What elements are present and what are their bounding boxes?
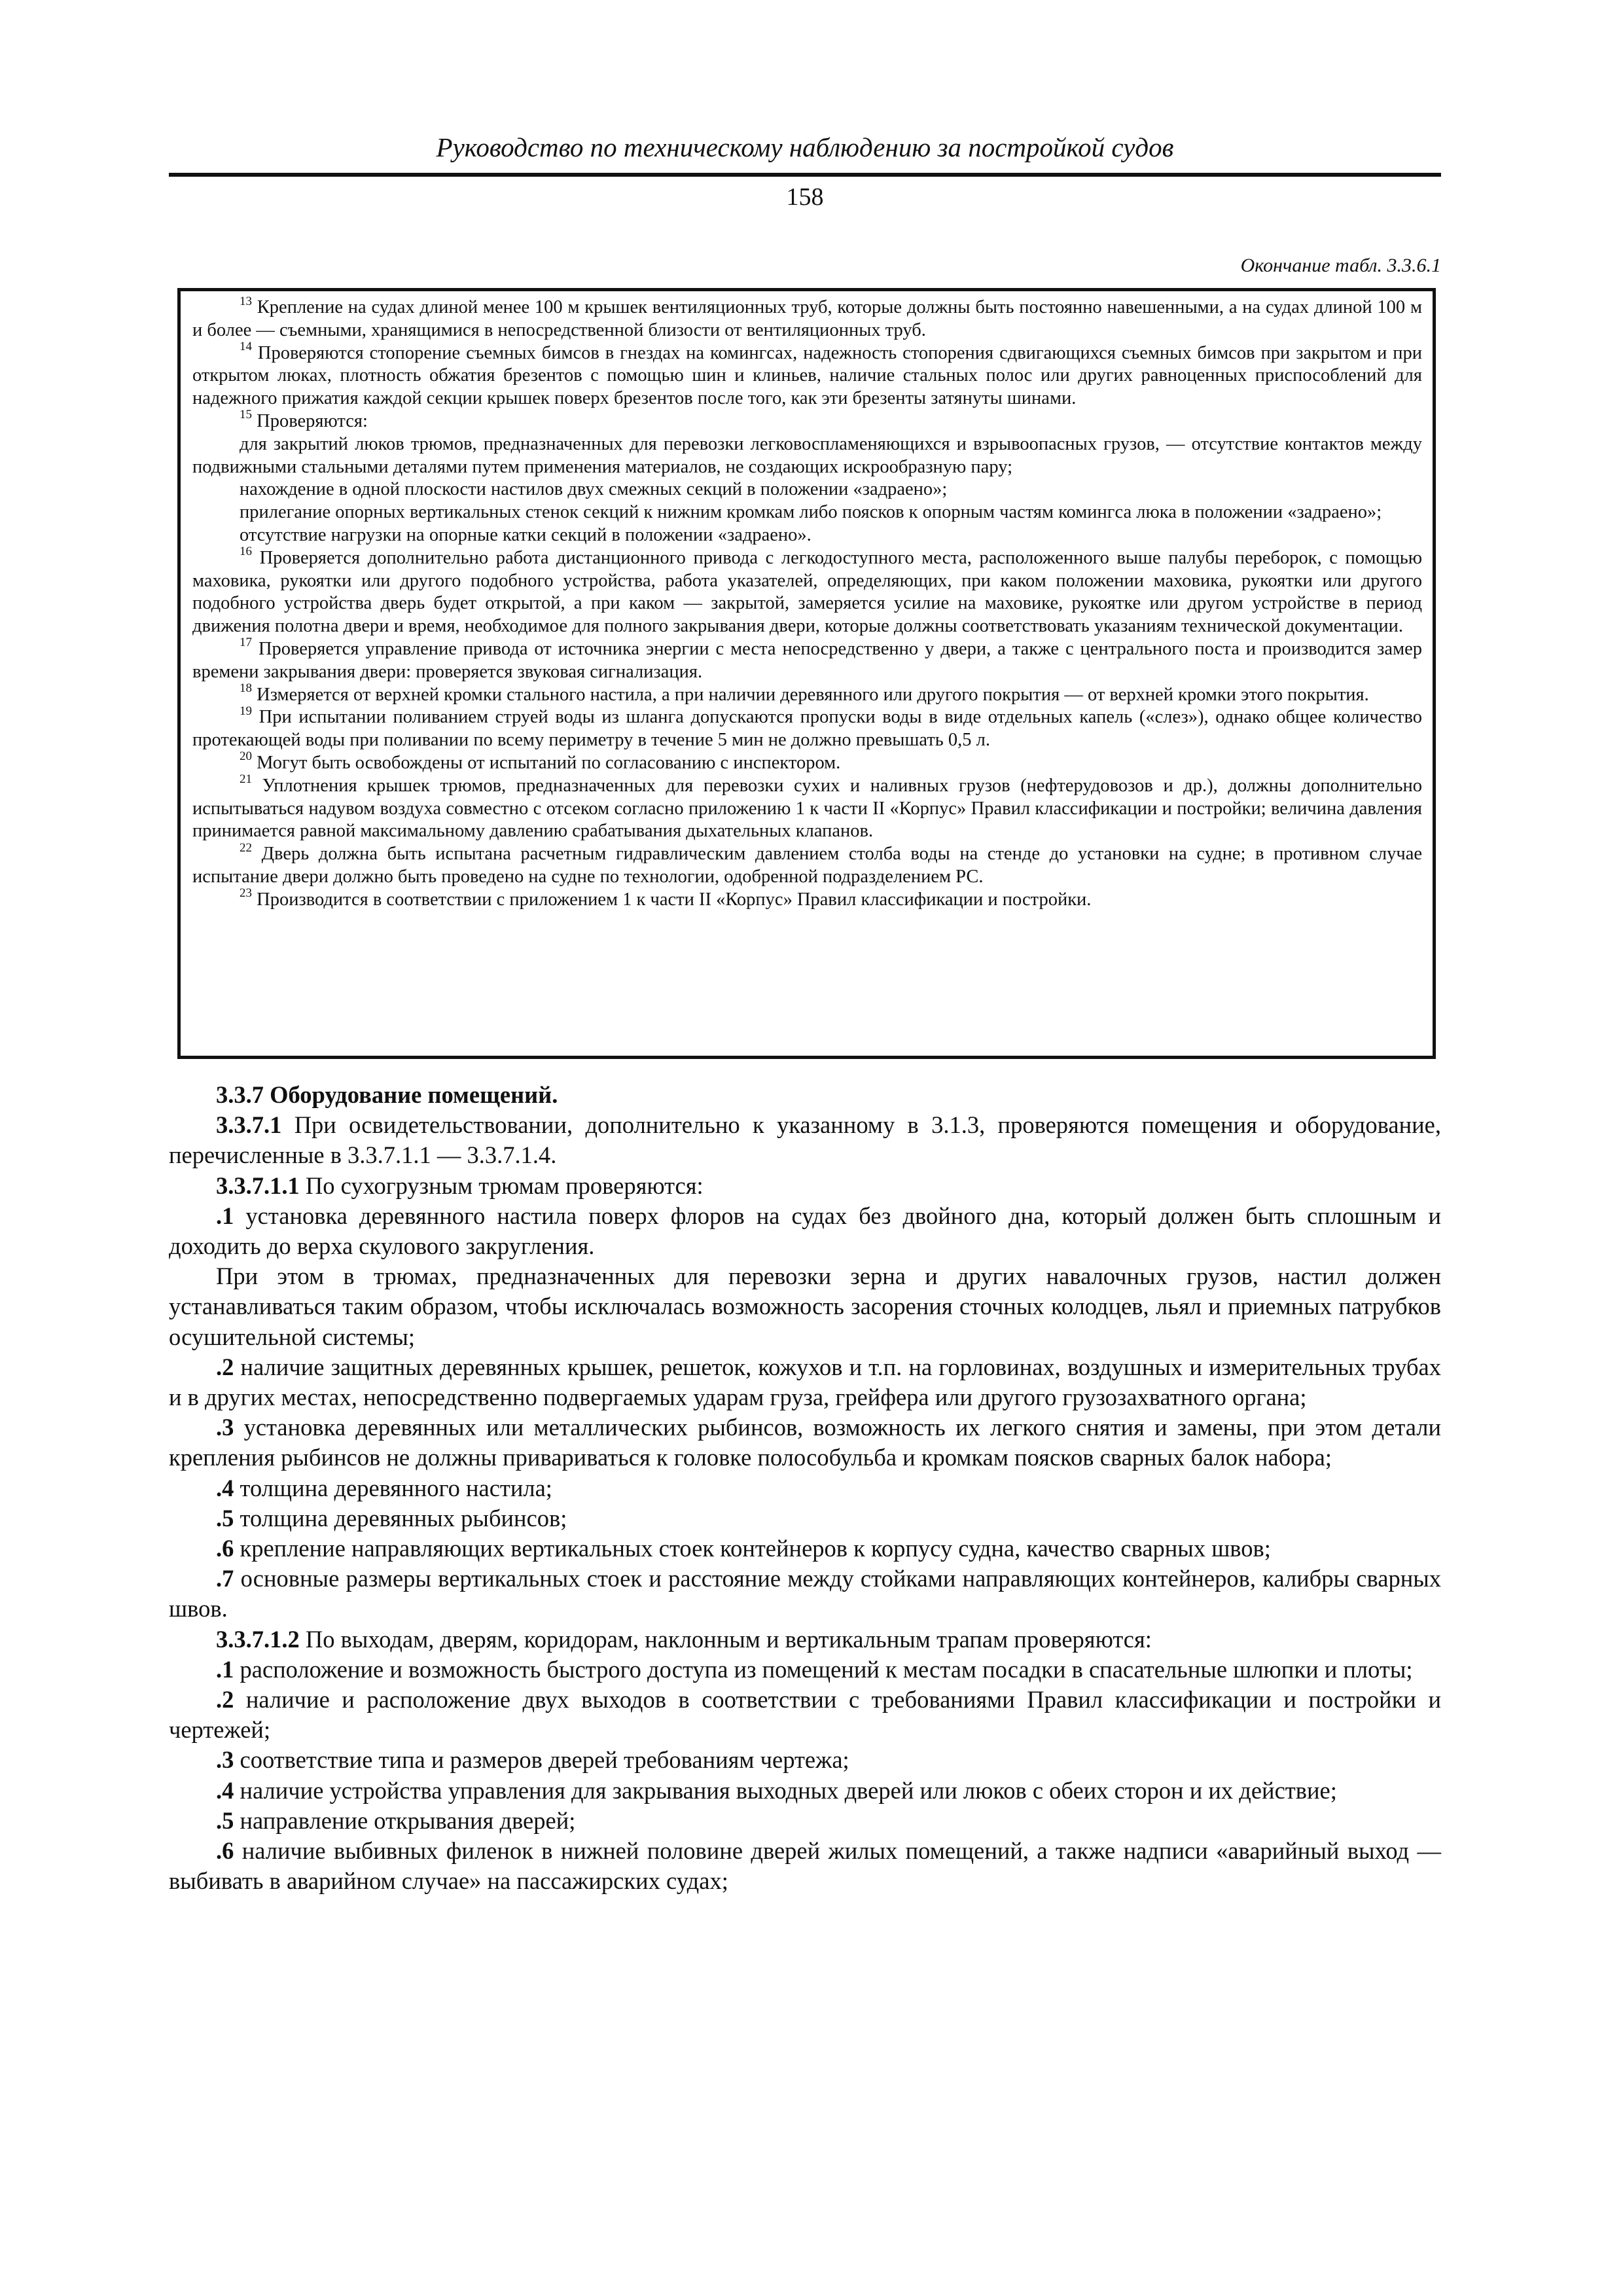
page-number: 158 [786,183,824,211]
paragraph-text: наличие защитных деревянных крышек, решеток, кожухов и т.п. на горловинах, воздушных и измерительных трубах и в других местах, непосредственно подвергаемых ударам груза, грейфера или другого грузозахватного органа; [169,1353,1441,1411]
footnote-number: 21 [240,772,252,787]
footnote-text: Проверяется дополнительно работа дистанционного привода с легкодоступного места, расположенного выше палубы переборок, с помощью маховика, рукоятки или другого подобного устройства, работа указателей, определяющих, при каком положении маховика, рукоятки или другого подобного устройства дверь будет открытой, а при каком — закрытой, замеряется усилие на маховике, рукоятке или другом устройстве в период движения полотна двери и время, необходимое для полного закрывания двери, которые должны соответствовать указаниям технической документации. [192,547,1422,637]
paragraph-text: установка деревянных или металлических рыбинсов, возможность их легкого снятия и замены, при этом детали крепления рыбинсов не должны привариваться к головке полособульба и кромкам поясков сварных балок набора; [169,1414,1441,1471]
section-body [169,1080,1441,1896]
item-number: .5 [216,1806,234,1834]
footnote-number: 16 [240,545,252,559]
list-item [169,1776,1441,1806]
footnote-text: Проверяются стопорение съемных бимсов в гнездах на комингсах, надежность стопорения сдвигающихся съемных бимсов при закрытом и при открытом люках, плотность обжатия брезентов с помощью шин и клиньев, наличие стальных полос или других равноценных приспособлений для надежного прижатия каждой секции крышек поверх брезентов после того, как эти брезенты затянуты шинами. [192,342,1422,409]
footnote-number: 19 [240,704,252,718]
clause-number: 3.3.7.1.1 [216,1172,300,1199]
list-item [169,1473,1441,1503]
item-number: .6 [216,1535,234,1562]
list-item [169,1836,1441,1896]
item-number: .1 [216,1655,234,1683]
paragraph-text: наличие и расположение двух выходов в соответствии с требованиями Правил классификации и постройки и чертежей; [169,1686,1441,1744]
item-number: .2 [216,1686,234,1713]
clause-number: 3.3.7.1.2 [216,1625,300,1653]
footnote-number: 14 [240,340,252,354]
footnote-text: Уплотнения крышек трюмов, предназначенных для перевозки сухих и наливных грузов (нефтерудовозов и др.), должны дополнительно испытываться надувом воздуха совместно с отсеком согласно приложению 1 к части II «Корпус» Правил классификации и постройки; величина давления принимается равной максимальному давлению срабатывания дыхательных клапанов. [192,775,1423,842]
paragraph-text: направление открывания дверей; [234,1806,576,1834]
footnote-text: нахождение в одной плоскости настилов двух смежных секций в положении «задраено»; [240,479,948,500]
section-paragraph [169,1110,1441,1170]
item-number: .5 [216,1504,234,1532]
footnote-continuation [192,501,1422,524]
list-item [169,1412,1441,1473]
footnote-text: Измеряется от верхней кромки стального настила, а при наличии деревянного или другого покрытия — от верхней кромки этого покрытия. [257,684,1369,705]
paragraph-text: При освидетельствовании, дополнительно к указанному в 3.1.3, проверяются помещения и оборудование, перечисленные в 3.3.7.1.1 — 3.3.7.1.4. [169,1111,1441,1169]
footnote-number: 18 [240,681,252,696]
item-number: .3 [216,1746,234,1774]
paragraph-text: соответствие типа и размеров дверей требованиям чертежа; [234,1746,849,1774]
item-number: .7 [216,1565,234,1592]
footnote-text: Проверяется управление привода от источника энергии с места непосредственно у двери, а также с центрального поста и производится замер времени закрывания двери: проверяется звуковая сигнализация. [192,638,1423,682]
paragraph-text: толщина деревянных рыбинсов; [234,1504,567,1532]
footnote-text: Дверь должна быть испытана расчетным гидравлическим давлением столба воды на стенде до установки на судне; в противном случае испытание двери должно быть проведено на судне по технологии, одобренной подразделением РС. [192,844,1422,887]
footnote-text: прилегание опорных вертикальных стенок секций к нижним кромкам либо поясков к опорным частям комингса люка в положении «задраено»; [240,502,1382,523]
footnote-text: Проверяются: [257,410,368,431]
running-header: Руководство по техническому наблюдению за постройкой судов [436,132,1174,162]
paragraph-text: По выходам, дверям, коридорам, наклонным и вертикальным трапам проверяются: [299,1625,1152,1653]
footnote-number: 20 [240,749,252,764]
section-paragraph [169,1261,1441,1352]
footnote-text: для закрытий люков трюмов, предназначенных для перевозки легковоспламеняющихся и взрывоопасных грузов, — отсутствие контактов между подвижными стальными деталями путем применения материалов, не создающих искрообразную пару; [192,433,1422,477]
section-paragraph [169,1624,1441,1655]
item-number: .4 [216,1776,234,1804]
list-item [169,1806,1441,1836]
table-caption: Окончание табл. 3.3.6.1 [1240,255,1441,276]
footnote-number: 22 [240,840,252,855]
footnote [192,772,1423,843]
list-item [169,1534,1441,1564]
item-number: .1 [216,1202,234,1229]
footnote [192,342,1422,410]
footnote-text: отсутствие нагрузки на опорные катки секций в положении «задраено». [240,524,812,545]
list-item [169,1685,1441,1745]
footnote [192,886,1422,912]
footnote [192,296,1422,342]
list-item [169,1655,1441,1685]
footnote-continuation [192,433,1422,479]
footnote [192,840,1422,889]
item-number: .2 [216,1353,234,1380]
list-item [169,1564,1441,1624]
paragraph-text: толщина деревянного настила; [234,1474,552,1501]
clause-number: 3.3.7.1 [216,1111,282,1139]
item-number: .4 [216,1474,234,1501]
footnote-continuation [192,524,1422,547]
header-rule [169,173,1441,177]
table-footnotes-box [177,288,1436,1059]
paragraph-text: установка деревянного настила поверх флоров на судах без двойного дна, который должен быть сплошным и доходить до верха скулового закругления. [169,1202,1441,1260]
list-item [169,1201,1441,1261]
section-paragraph [169,1171,1441,1201]
footnote-number: 17 [240,636,252,650]
paragraph-text: крепление направляющих вертикальных стоек контейнеров к корпусу судна, качество сварных швов; [234,1535,1271,1562]
paragraph-text: По сухогрузным трюмам проверяются: [299,1172,704,1199]
list-item [169,1503,1441,1534]
footnote [192,681,1422,707]
footnote-text: Могут быть освобождены от испытаний по согласованию с инспектором. [257,752,841,773]
footnote-number: 13 [240,294,252,308]
footnote [192,547,1422,638]
footnote-text: Крепление на судах длиной менее 100 м крышек вентиляционных труб, которые должны быть постоянно навешенными, а на судах длиной 100 м и более — съемными, хранящимися в непосредственной близости от вентиляционных труб. [192,297,1422,340]
item-number: .6 [216,1837,234,1865]
footnote [192,749,1422,775]
paragraph-text: наличие устройства управления для закрывания выходных дверей или люков с обеих сторон и их действие; [234,1776,1337,1804]
footnote-number: 23 [240,886,252,901]
paragraph-text: расположение и возможность быстрого доступа из помещений к местам посадки в спасательные шлюпки и плоты; [234,1655,1413,1683]
section-heading: 3.3.7 Оборудование помещений. [216,1081,558,1108]
footnote [192,706,1422,752]
list-item [169,1352,1441,1412]
footnote [192,410,1422,433]
footnote-number: 15 [240,408,252,422]
footnote-continuation [192,478,1422,501]
list-item [169,1745,1441,1775]
paragraph-text: основные размеры вертикальных стоек и расстояние между стойками направляющих контейнеров, калибры сварных швов. [169,1565,1441,1623]
footnote [192,638,1422,684]
item-number: .3 [216,1414,234,1441]
paragraph-text: наличие выбивных филенок в нижней половине дверей жилых помещений, а также надписи «аварийный выход — выбивать в аварийном случае» на пассажирских судах; [169,1837,1441,1895]
paragraph-text: При этом в трюмах, предназначенных для перевозки зерна и других навалочных грузов, настил должен устанавливаться таким образом, чтобы исключалась возможность засорения сточных колодцев, льял и приемных патрубков осушительной системы; [169,1263,1441,1350]
footnote-text: При испытании поливанием струей воды из шланга допускаются пропуски воды в виде отдельных капель («слез»), однако общее количество протекающей воды при поливании по всему периметру в течение 5 мин не должно превышать 0,5 л. [192,707,1422,751]
footnote-text: Производится в соответствии с приложением 1 к части II «Корпус» Правил классификации и постройки. [257,889,1092,910]
